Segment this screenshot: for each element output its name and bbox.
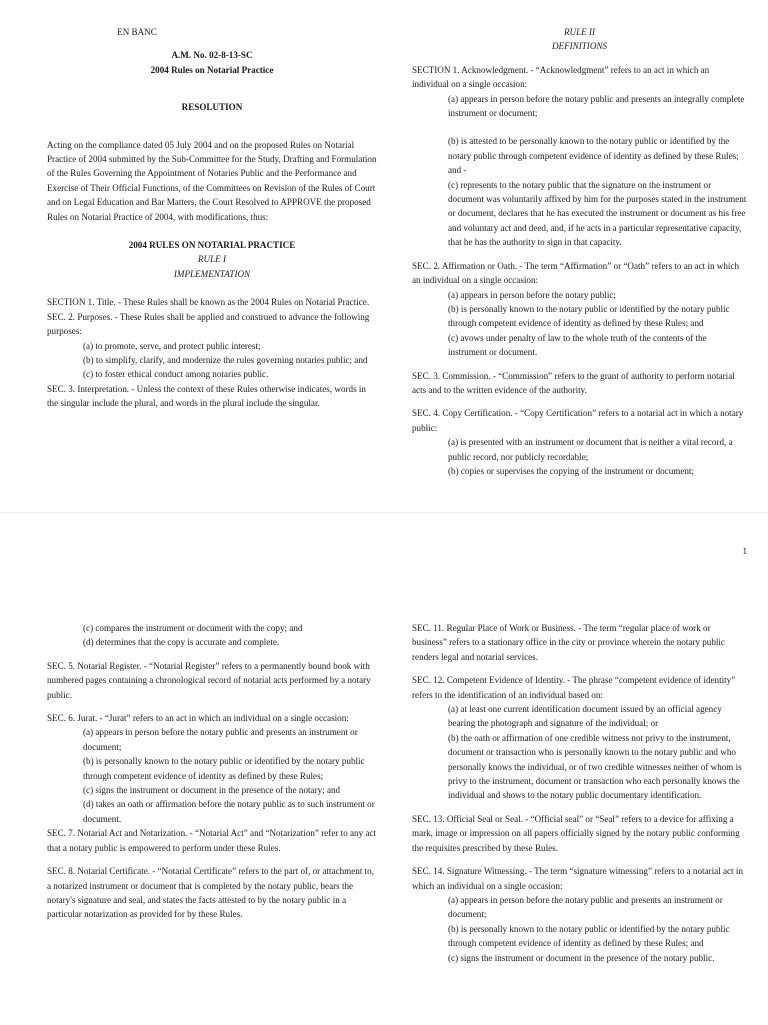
rule2-section-12: SEC. 12. Competent Evidence of Identity. - The phrase “competent evidence of identity” refers to the identification of an individual based on: [412,675,736,700]
rule2-section-1: SECTION 1. Acknowledgment. - “Acknowledgment” refers to an act in which an individual on a single occasion: [412,64,710,90]
rule2-section-2-item-a: (a) appears in person before the notary public; [448,289,616,300]
rule1-section-2-item-b: (b) to simplify, clarify, and modernize the rules governing notaries public; and [83,354,368,365]
rule2-section-14-item-b: (b) is personally known to the notary public or identified by the notary public through competent evidence of identity as defined by these Rules; and [448,923,730,949]
rule2-section-12-item-a: (a) at least one current identification document issued by an official agency bearing the photograph and signature of the individual; or [448,704,722,729]
rules-heading: 2004 RULES ON NOTARIAL PRACTICE [128,240,296,251]
resolution-text: Acting on the compliance dated 05 July 2004 and on the proposed Rules on Notarial Practice of 2004 submitted by the Sub-Committee for the Study, Drafting and Formulation of the Rules Governing the Appointment of Notaries Public and the Performance and Exercise of Their Official Functions, of the Committees on Revision of the Rules of Court and on Legal Education and Bar Matters, the Court Resolved to APPROVE the proposed Rules on Notarial Practice of 2004, with modifications, thus: [47,139,377,222]
document-page-2 [0,512,768,1025]
rule2-section-2-item-c: (c) avows under penalty of law to the whole truth of the contents of the instrument or document. [448,332,707,358]
rule1-section-1: SECTION 1. Title. - These Rules shall be known as the 2004 Rules on Notarial Practice. [47,297,370,308]
rule2-section-13: SEC. 13. Official Seal or Seal. - “Official seal” or “Seal” refers to a device for affixing a mark, image or impression on all papers officially signed by the notary public conforming the requisites prescribed by these Rules. [412,813,740,853]
rule2-section-8: SEC. 8. Notarial Certificate. - “Notarial Certificate” refers to the part of, or attachment to, a notarized instrument or document that is completed by the notary public, bears the notary's signature and seal, and states the facts attested to by the notary public in a particular notarization as provided for by these Rules. [47,866,374,920]
am-number: A.M. No. 02-8-13-SC [171,50,253,61]
rule2-section-6: SEC. 6. Jurat. - “Jurat” refers to an act in which an individual on a single occasion: [47,713,349,724]
rule2-section-2: SEC. 2. Affirmation or Oath. - The term “Affirmation” or “Oath” refers to an act in which an individual on a single occasion: [412,260,740,286]
rule1-section-3: SEC. 3. Interpretation. - Unless the context of these Rules otherwise indicates, words in the singular include the plural, and words in the plural include the singular. [47,383,366,409]
rule-1-title: IMPLEMENTATION [173,268,251,279]
rule1-section-2-item-a: (a) to promote, serve, and protect public interest; [83,340,261,351]
rule2-section-6-item-a: (a) appears in person before the notary public and presents an instrument or document; [83,727,358,752]
rule2-section-6-item-d: (d) takes an oath or affirmation before the notary public as to such instrument or document. [83,799,375,824]
rule2-section-4: SEC. 4. Copy Certification. - “Copy Certification” refers to a notarial act in which a notary public: [412,408,744,433]
rule2-section-4-item-b: (b) copies or supervises the copying of the instrument or document; [448,465,694,476]
rule-1-label: RULE I [197,254,227,265]
page1-right-column [412,25,747,478]
page-number: 1 [742,546,747,556]
rule-2-label: RULE II [563,27,596,37]
rule2-section-1-item-a: (a) appears in person before the notary public and presents an integrally complete instrument or document; [448,93,745,119]
rule1-section-2: SEC. 2. Purposes. - These Rules shall be applied and construed to advance the following purposes: [47,311,370,337]
rule2-section-12-item-b: (b) the oath or affirmation of one credible witness not privy to the instrument, document or transaction who is personally known to the notary public and who personally knows the individual, or of two credible witnesses neither of whom is privy to the instrument, document or transaction who each personally knows the individual and shows to the notary public documentary identification. [448,732,742,801]
resolution-heading: RESOLUTION [181,102,243,113]
rule2-section-11: SEC. 11. Regular Place of Work or Business. - The term “regular place of work or business” refers to a stationary office in the city or province wherein the notary public renders legal and notarial services. [412,623,725,662]
rule2-section-1-item-c: (c) represents to the notary public that the signature on the instrument or document was voluntarily affixed by him for the purposes stated in the instrument or document, declares that he has executed the instrument or document as his free and voluntary act and deed, and, if he acts in a particular representative capacity, that he has the authority to sign in that capacity. [448,179,747,248]
en-banc-label: EN BANC [117,27,157,37]
rule2-section-14-item-a: (a) appears in person before the notary public and presents an instrument or document; [448,894,723,920]
rule2-section-6-item-b: (b) is personally known to the notary public or identified by the notary public through competent evidence of identity as defined by these Rules; [83,756,365,781]
rule1-section-2-item-c: (c) to foster ethical conduct among notaries public. [83,369,269,380]
rule2-section-14: SEC. 14. Signature Witnessing. - The term “signature witnessing” refers to a notarial act in which an individual on a single occasion: [412,866,743,891]
rule2-section-14-item-c: (c) signs the instrument or document in the presence of the notary public. [448,952,715,963]
rule-2-title: DEFINITIONS [551,41,608,52]
rule2-section-7: SEC. 7. Notarial Act and Notarization. - “Notarial Act” and “Notarization” refer to any act that a notary public is empowered to perform under these Rules. [47,828,377,853]
rule2-section-6-item-c: (c) signs the instrument or document in the presence of the notary; and [83,785,341,796]
rule2-section-4-item-a: (a) is presented with an instrument or document that is neither a vital record, a public record, nor publicly recordable; [448,437,733,462]
rule2-section-2-item-b: (b) is personally known to the notary public or identified by the notary public through competent evidence of identity as defined by these Rules; and [448,303,730,329]
rule2-section-3: SEC. 3. Commission. - “Commission” refers to the grant of authority to perform notarial acts and to the written evidence of the authority. [412,370,735,395]
rules-title: 2004 Rules on Notarial Practice [150,64,274,75]
rule2-section-4-item-d: (d) determines that the copy is accurate and complete. [83,637,280,648]
page2-left-column [47,621,377,922]
rule2-section-5: SEC. 5. Notarial Register. - “Notarial Register” refers to a permanently bound book with numbered pages containing a chronological record of notarial acts performed by a notary public. [47,660,371,700]
rule2-section-1-item-b: (b) is attested to be personally known to the notary public or identified by the notary public through competent evidence of identity as defined by these Rules; and - [448,136,739,176]
rule2-section-4-item-c: (c) compares the instrument or document with the copy; and [83,623,303,633]
page1-left-column [47,25,377,411]
page2-right-column [412,621,747,965]
